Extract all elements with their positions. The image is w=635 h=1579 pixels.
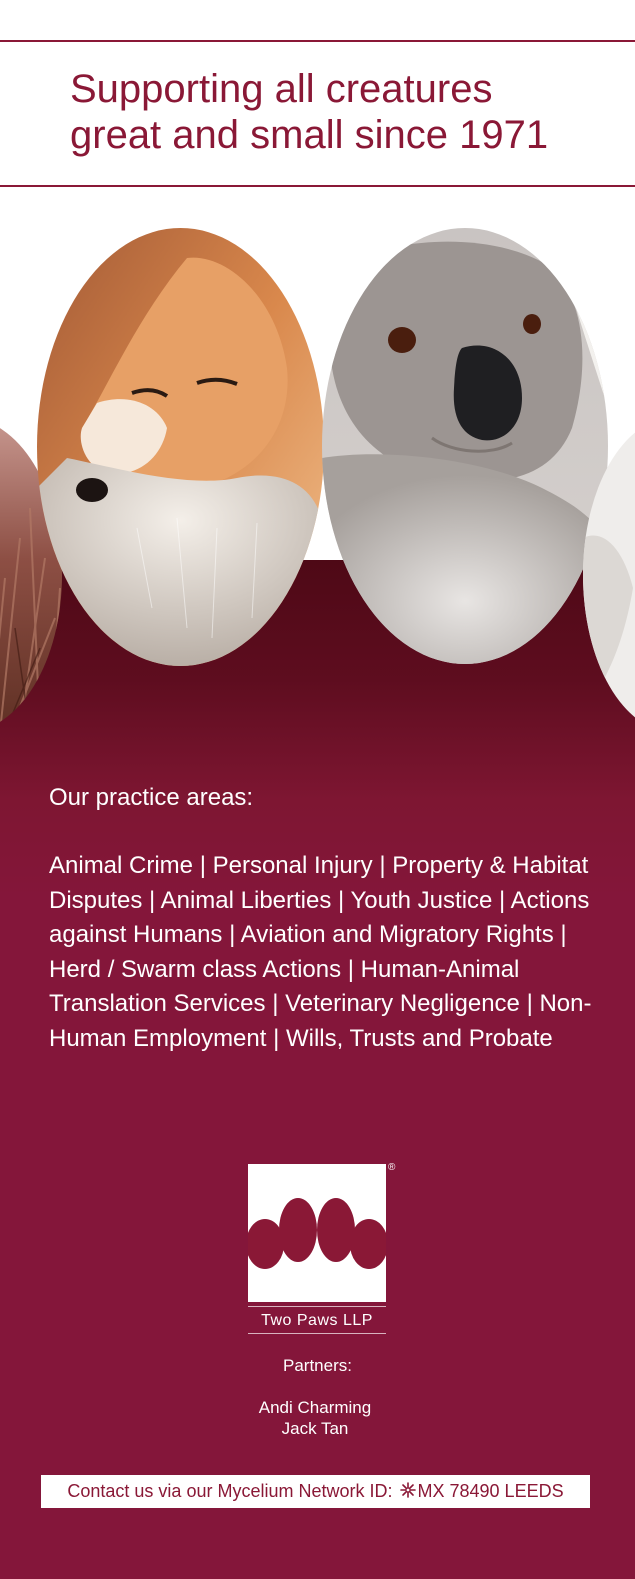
headline-line-2: great and small since 1971 (70, 113, 549, 157)
logo-rule-top (248, 1306, 386, 1307)
headline-line-1: Supporting all creatures (70, 67, 493, 111)
practice-areas-list: Animal Crime | Personal Injury | Property & Habitat Disputes | Animal Liberties | Youth Justice | Actions against Humans | Aviation and Migratory Rights | Herd / Swarm class Actions | Human-Animal Translation Services | Veterinary Negligence | Non-Human Employment | Wills, Trusts and Probate (49, 852, 592, 1052)
paw-ovals-logo (248, 1164, 386, 1302)
practice-areas-heading: Our practice areas: (49, 784, 254, 811)
partner-name: Jack Tan (281, 1419, 349, 1438)
top-rule (0, 40, 635, 42)
headline (70, 66, 610, 158)
network-id: MX 78490 LEEDS (417, 1481, 564, 1501)
partners-label: Partners: (283, 1356, 352, 1375)
logo-rule-bottom (248, 1333, 386, 1334)
mycelium-icon (400, 1476, 416, 1509)
contact-prefix: Contact us via our Mycelium Network ID: (67, 1481, 398, 1501)
registered-mark: ® (388, 1162, 396, 1173)
firm-name: Two Paws LLP (261, 1312, 373, 1329)
partner-name: Andi Charming (258, 1398, 372, 1417)
bottom-rule (0, 185, 635, 187)
contact-bar (41, 1475, 590, 1508)
fox-photo (37, 228, 324, 666)
firm-logo (248, 1164, 386, 1302)
koala-photo (322, 228, 608, 664)
